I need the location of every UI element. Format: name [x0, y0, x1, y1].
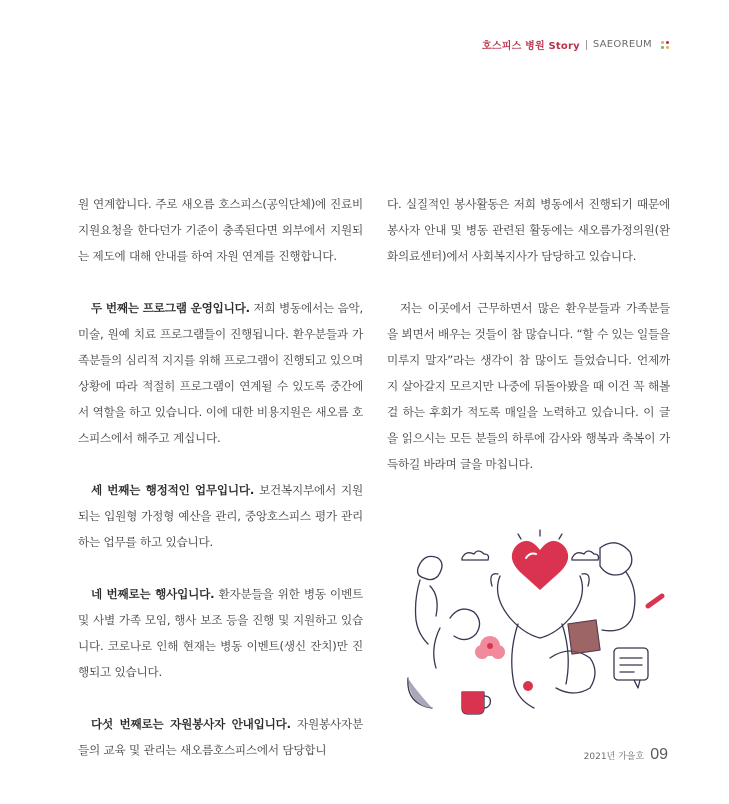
dot-3 [661, 46, 664, 49]
right-text-column [387, 191, 670, 477]
program-text: 저희 병동에서는 음악, 미술, 원예 치료 프로그램들이 진행됩니다. 환우분들과 가족분들의 심리적 지지를 위해 프로그램이 진행되고 있으며 상황에 따라 적절히 프로그램이 연계될 수 있도록 중간에서 역할을 하고 있습니다. 이에 대한 비용지원은 새오름 호스피스에서 해주고 계십니다. [78, 301, 363, 445]
heading-volunteer: 다섯 번째로는 자원봉사자 안내입니다. [91, 717, 291, 731]
heading-admin: 세 번째는 행정적인 업무입니다. [91, 483, 255, 497]
paragraph-events [78, 581, 363, 685]
header-divider [586, 40, 587, 50]
admin-text: 보건복지부에서 지원되는 입원형 가정형 예산을 관리, 중앙호스피스 평가 관리하는 업무를 하고 있습니다. [78, 483, 364, 549]
brand-dots-icon [661, 41, 669, 49]
paragraph-program [78, 295, 363, 451]
hands-heart-people-illustration [400, 528, 670, 728]
left-text-column [78, 191, 363, 763]
dot-4 [666, 46, 669, 49]
heading-program: 두 번째는 프로그램 운영입니다. [91, 301, 250, 315]
issue-label: 2021년 가을호 [583, 752, 645, 762]
paragraph-intro: 원 연계합니다. 주로 새오름 호스피스(공익단체)에 진료비 지원요청을 한다던가 기준이 충족된다면 외부에서 지원되는 제도에 대해 안내를 하여 자원 연계를 진행합니다. [78, 197, 363, 263]
dot-1 [661, 41, 664, 44]
heading-events: 네 번째로는 행사입니다. [91, 587, 215, 601]
page-header [482, 37, 669, 52]
page-number: 09 [650, 746, 668, 763]
dot-2 [666, 41, 669, 44]
volunteer-text: 자원봉사자분들의 교육 및 관리는 새오름호스피스에서 담당합니 [78, 717, 363, 757]
paragraph-closing: 저는 이곳에서 근무하면서 많은 환우분들과 가족분들을 뵈면서 배우는 것들이 참 많습니다. “할 수 있는 일들을 미루지 말자”라는 생각이 참 많이도 들었습니다. 언제까지 살아갈지 모르지만 나중에 뒤돌아봤을 때 이건 꼭 해볼 걸 하는 후회가 적도록 매일을 노력하고 있습니다. 이 글을 읽으시는 모든 분들의 하루에 감사와 행복과 축복이 가득하길 바라며 글을 마칩니다. [387, 301, 670, 471]
paragraph-volunteer [78, 711, 363, 763]
series-title: 호스피스 병원 Story [481, 41, 580, 52]
paragraph-continuation: 다. 실질적인 봉사활동은 저희 병동에서 진행되기 때문에 봉사자 안내 및 병동 관련된 활동에는 새오름가정의원(완화의료센터)에서 사회복지사가 담당하고 있습니다. [387, 197, 670, 263]
page-footer [584, 746, 668, 764]
events-text: 환자분들을 위한 병동 이벤트 및 사별 가족 모임, 행사 보조 등을 진행 및 지원하고 있습니다. 코로나로 인해 현재는 병동 이벤트(생신 잔치)만 진행되고 있습니다. [78, 587, 364, 679]
paragraph-admin [78, 477, 363, 555]
brand-name: SAEOREUM [592, 39, 652, 50]
